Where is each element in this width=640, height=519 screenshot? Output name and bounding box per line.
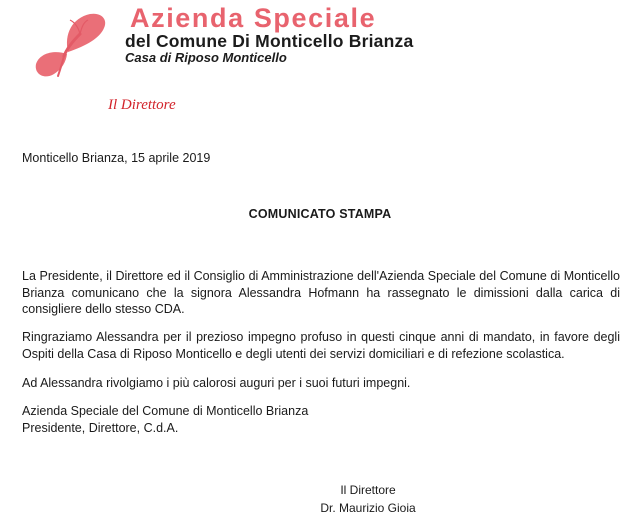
- signature: [308, 481, 428, 517]
- organization-name: Azienda Speciale: [130, 3, 377, 33]
- organization-subtitle: del Comune Di Monticello Brianza: [125, 31, 414, 51]
- sender-organization: Azienda Speciale del Comune di Monticello Brianza: [22, 404, 309, 418]
- butterfly-icon: [34, 12, 108, 80]
- sender-roles: Presidente, Direttore, C.d.A.: [22, 420, 179, 435]
- organization-facility: Casa di Riposo Monticello: [125, 50, 287, 65]
- paragraph-wishes: Ad Alessandra rivolgiamo i più calorosi auguri per i suoi futuri impegni.: [22, 376, 411, 390]
- document-title: COMUNICATO STAMPA: [248, 207, 392, 221]
- paragraph-thanks: Ringraziamo Alessandra per il prezioso impegno profuso in questi cinque anni di mandato, in favore degli Ospiti della Casa di Riposo Monticello e degli utenti dei servizi domiciliari e di refezione scolastica.: [22, 330, 620, 361]
- paragraph-announcement: La Presidente, il Direttore ed il Consiglio di Amministrazione dell'Azienda Speciale del Comune di Monticello Brianza comunicano che la signora Alessandra Hofmann ha rassegnato le dimissioni dalla carica di consigliere dello stesso CDA.: [22, 269, 620, 316]
- header-role: Il Direttore: [108, 97, 176, 113]
- signature-name: Dr. Maurizio Gioia: [320, 501, 416, 515]
- signature-role: Il Direttore: [340, 483, 396, 497]
- dateline: Monticello Brianza, 15 aprile 2019: [22, 151, 211, 165]
- sender-block: [22, 403, 308, 436]
